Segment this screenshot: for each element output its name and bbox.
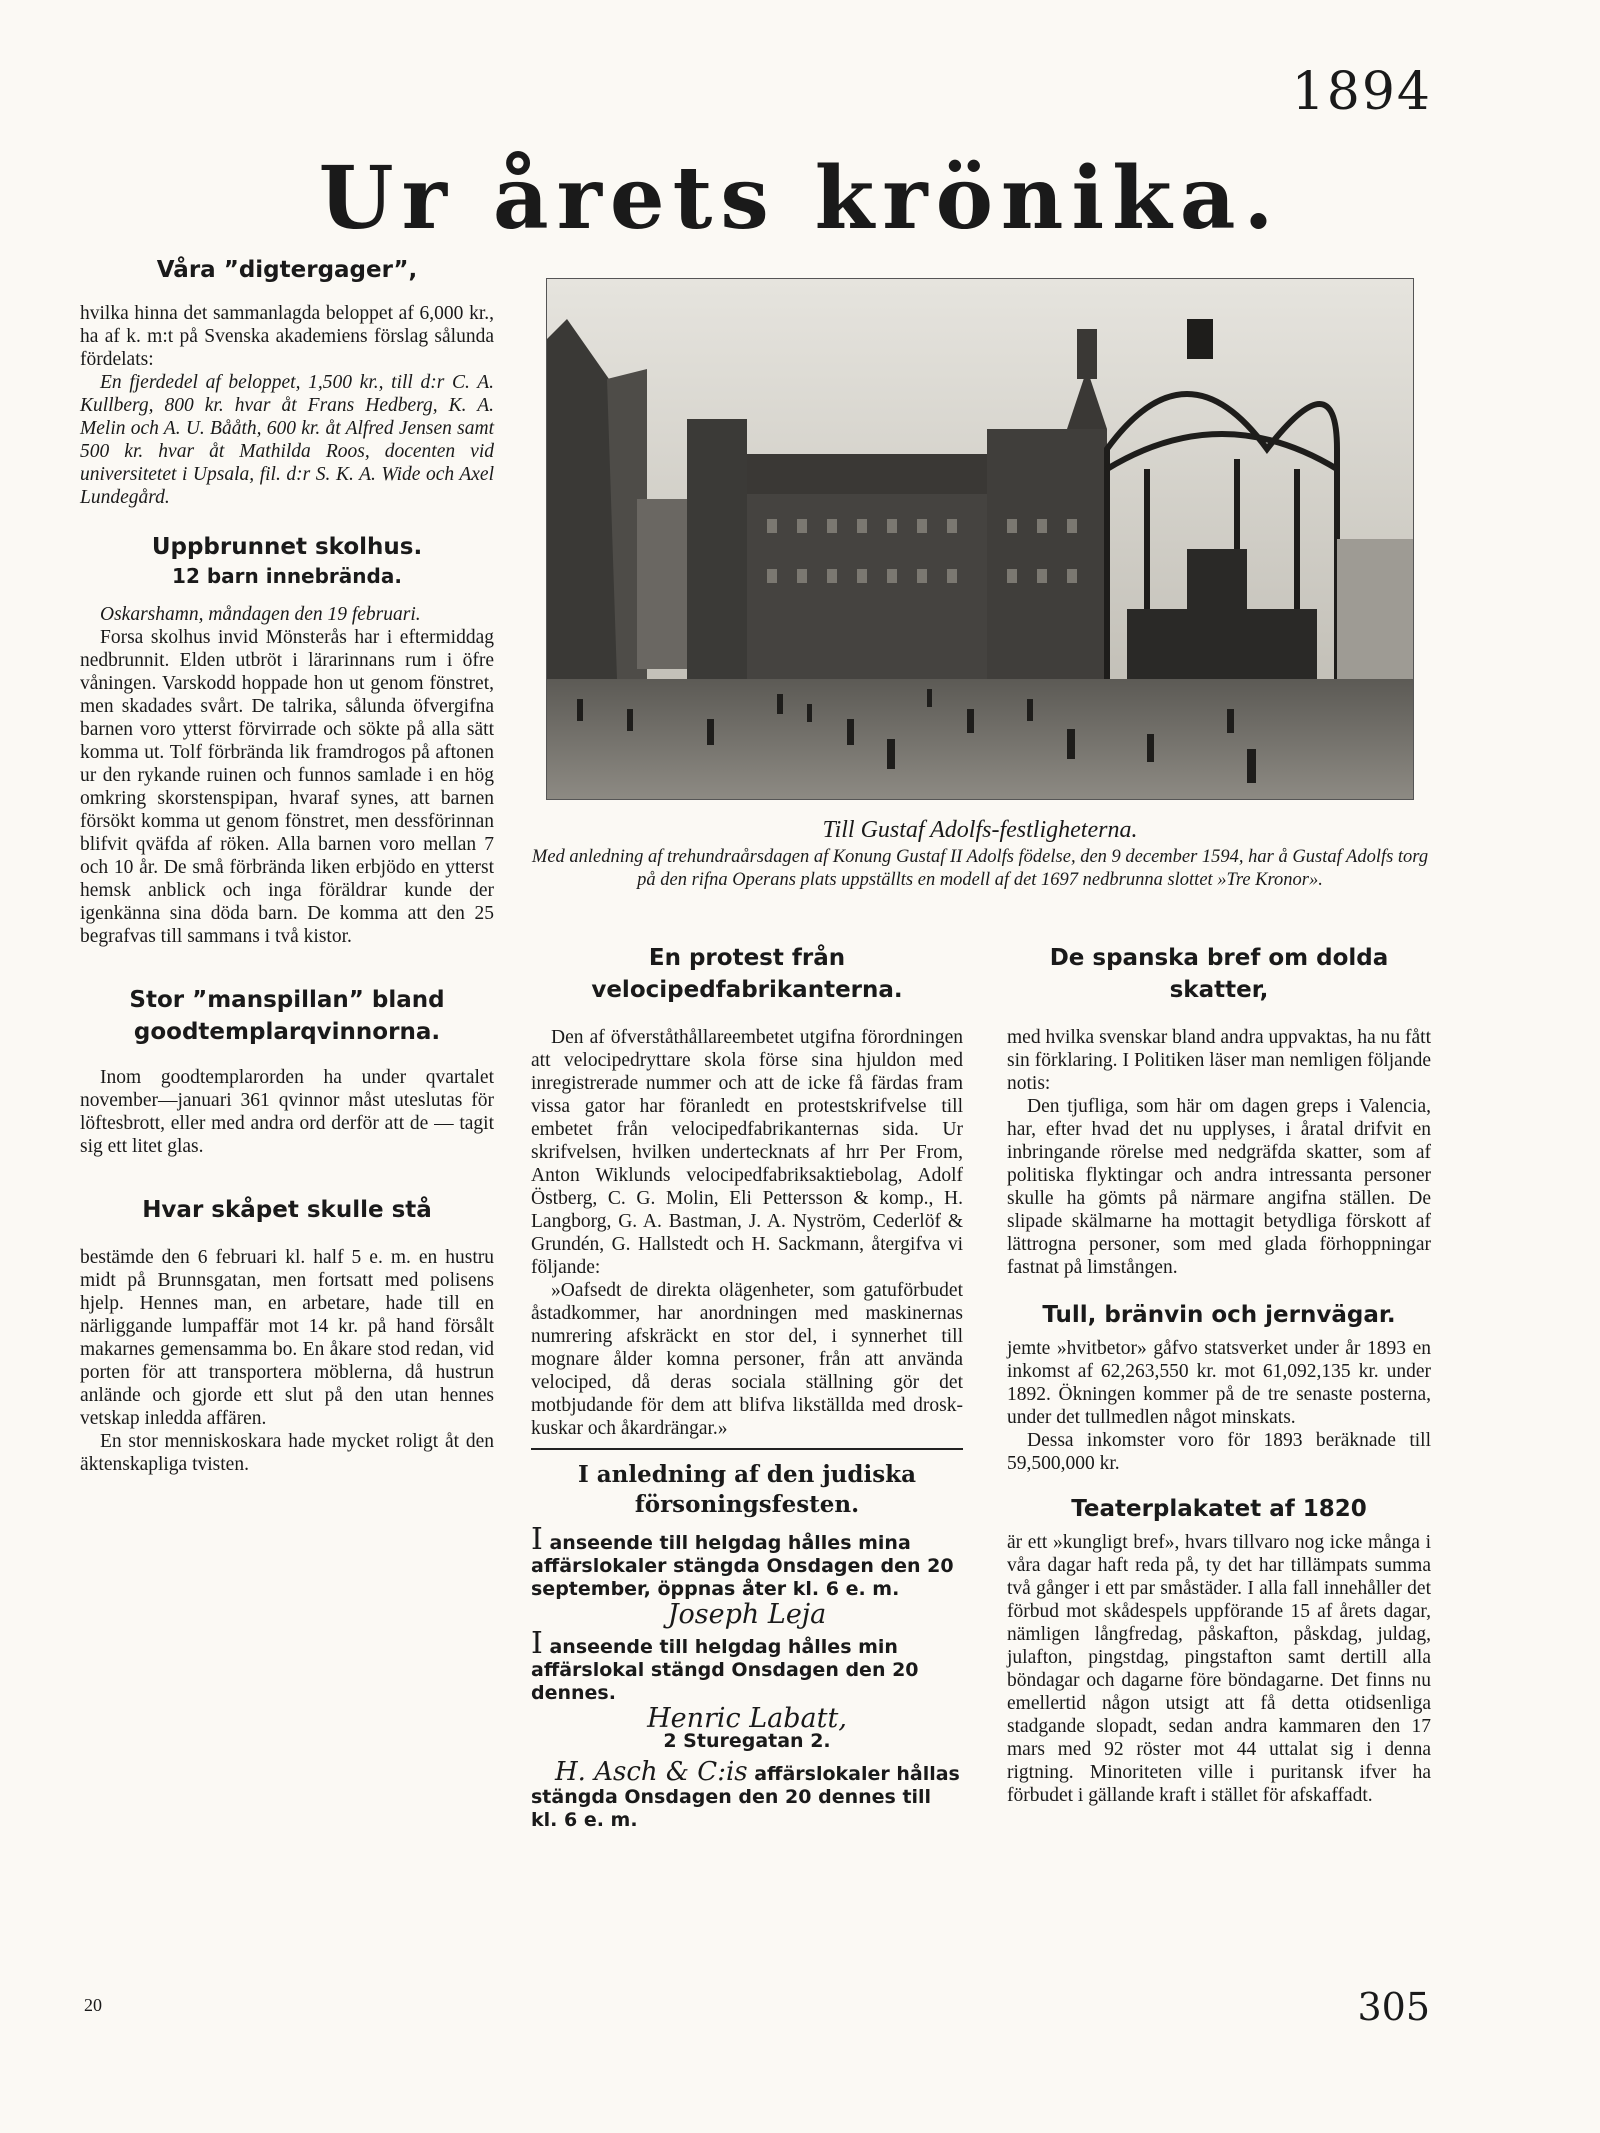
protest-heading: En protest från velocipedfabrikanterna.	[591, 945, 903, 1003]
photo-tre-kronor	[546, 278, 1414, 800]
middle-column	[531, 942, 963, 1832]
advert-henric-labatt	[531, 1626, 963, 1753]
advert-h-asch	[531, 1757, 963, 1832]
manspillan-heading: Stor ”manspillan” bland goodtemplarqvinnorna.	[129, 987, 445, 1045]
advert-signature: Henric Labatt,	[647, 1703, 847, 1734]
skolhus-dateline: Oskarshamn, måndagen den 19 februari.	[100, 604, 421, 625]
digtergager-heading: Våra ”digtergager”,	[156, 257, 418, 283]
photo-caption	[530, 814, 1430, 892]
digtergager-body: hvilka hinna det sammanlagda beloppet af 6,000 kr., ha af k. m:t på Svenska akademiens förslag sålunda fördelats:	[80, 303, 494, 370]
advert-text: anseende till helgdag hålles mina affärslokaler stängda Onsdagen den 20 september, öppnas åter kl. 6 e. m.	[531, 1532, 954, 1600]
footer-left-number: 20	[84, 1995, 102, 2015]
advert-address: 2 Sturegatan 2.	[663, 1730, 831, 1752]
tull-heading: Tull, bränvin och jernvägar.	[1042, 1302, 1396, 1328]
skolhus-subheading: 12 barn innebrända.	[172, 564, 402, 588]
protest-body: Den af öfverståthållareembetet utgifna förordningen att velocipedryttare skola förse sina hjuldon med inregistrerade nummer och att de icke få färdas fram vissa gator har föranledt en protestskrifvelse till embetet från velocipedfabrikanternas sida. Ur skrifvelsen, hvilken undertecknats af hrr Per From, Anton Wiklunds velocipedfabriksaktiebolag, Adolf Östberg, C. G. Molin, Eli Pettersson & komp., H. Langborg, G. A. Bastman, J. A. Nyström, Cederlöf & Grundén, G. Hallstedt och H. Sackmann, återgifva vi följande:	[531, 1027, 963, 1278]
advert-signature: Joseph Leja	[667, 1599, 827, 1630]
teater-body: är ett »kungligt bref», hvars tillvaro nog icke många i våra dagar haft reda på, ty det har tillämpats summa två gånger i ett par småstäder. I alla fall innehåller det förbud mot skådespels uppförande 15 af årets dagar, nämligen långfredag, påskafton, påskdag, juldag, julafton, pingstdag, pingstafton samt dertill alla böndagar och dagarne före böndagarne. Det finns nu emellertid någon utsigt att få detta otidsenliga stadgande slopadt, sedan andra kammaren den 17 mars med 92 röster mot 44 uttalat sig i denna rigtning. Minoriteten ville i puritansk ifver ha förbudet i gällande kraft i stället för afskaffadt.	[1007, 1532, 1431, 1806]
advert-initial: I	[531, 1626, 543, 1661]
tull-body-2: Dessa inkomster voro för 1893 beräknade till 59,500,000 kr.	[1007, 1430, 1431, 1474]
year-heading: 1894	[1291, 62, 1432, 122]
digtergager-allocation: En fjerdedel af beloppet, 1,500 kr., till d:r C. A. Kullberg, 800 kr. hvar åt Frans Hedberg, K. A. Melin och A. U. Bååth, 600 kr. åt Alfred Jensen samt 500 kr. hvar åt Mathilda Roos, docenten vid universitetet i Upsala, fil. d:r S. K. A. Wide och Axel Lundegård.	[80, 372, 494, 508]
advert-initial: I	[531, 1522, 543, 1557]
protest-quote: »Oafsedt de direkta olägenheter, som gatuförbudet åstadkommer, har anordningen med maskinernas numrering afskräckt en stor del, i synnerhet till mognare ålder komna personer, från att använda velociped, då deras sociala ställning gör det motbjudande för dem att blifva likställda med drosk-kuskar och åkardrängar.»	[531, 1280, 963, 1439]
manspillan-body: Inom goodtemplarorden ha under qvartalet november—januari 361 qvinnor måst uteslutas för löftesbrott, eller med andra ord derför att de — tagit sig ett litet glas.	[80, 1067, 494, 1157]
page-number: 305	[1357, 1985, 1430, 2029]
caption-text: Med anledning af trehundraårsdagen af Konung Gustaf II Adolfs födelse, den 9 december 1594, har å Gustaf Adolfs torg på den rifna Operans plats uppställts en modell af det 1697 nedbrunna slottet »Tre Kronor».	[531, 847, 1429, 890]
skapet-body-2: En stor menniskoskara hade mycket roligt åt den äktenskapliga tvisten.	[80, 1431, 494, 1475]
left-column	[80, 254, 494, 1476]
bref-heading: De spanska bref om dolda skatter,	[1049, 945, 1389, 1003]
advert-firm-name: H. Asch & C:is	[555, 1757, 748, 1787]
bref-notice: Den tjufliga, som här om dagen greps i Valencia, har, efter hvad det nu upplyses, i åratal drifvit en inbringande rörelse med nedgräfda skatter, som af politiska flyktingar och andra intressanta personer skulle ha gömts på närmare angifna ställen. De slipade skälmarne ha mottagit betydliga förskott af lättrogna personer, som med glada förhoppningar fastnat på limstången.	[1007, 1096, 1431, 1278]
photo-illustration	[547, 279, 1413, 799]
page-title: Ur årets krönika.	[318, 148, 1282, 249]
skapet-heading: Hvar skåpet skulle stå	[142, 1197, 432, 1223]
tull-body: jemte »hvitbetor» gåfvo statsverket under år 1893 en inkomst af 62,263,550 kr. mot 61,092,135 kr. under 1892. Ökningen kommer på de tre senaste posterna, under det tullmedlen något minskats.	[1007, 1338, 1431, 1428]
skolhus-heading: Uppbrunnet skolhus.	[151, 534, 423, 560]
right-column	[1007, 942, 1431, 1807]
advert-text: anseende till helgdag hålles min affärslokal stängd Onsdagen den 20 dennes.	[531, 1636, 919, 1704]
skolhus-body: Forsa skolhus invid Mönsterås har i eftermiddag nedbrunnit. Elden utbröt i lärarinnans rum i öfre våningen. Varskodd hoppade hon ut genom fönstret, men skadades svårt. De talrika, sålunda öfvergifna barnen voro ytterst förvirrade och sökte på alla sätt komma ut. Tolf förbrända lik framdrogos på aftonen ur den rykande ruinen och funnos samlade i en hög omkring skorstenspipan, hvaraf synes, att barnen försökt komma ut genom fönstret, men dessförinnan blifvit qväfda af röken. Alla barnen voro mellan 7 och 10 år. De små förbrända liken erbjödo en ytterst hemsk anblick och inga föräldrar kunde der igenkänna sina döda barn. De komma att den 25 begrafvas till sammans i två kistor.	[80, 627, 494, 947]
advert-heading: I anledning af den judiska försoningsfesten.	[577, 1461, 916, 1518]
advert-joseph-leja	[531, 1522, 963, 1630]
section-divider	[531, 1448, 963, 1450]
advert-text: affärslokaler hållas stängda Onsdagen den 20 dennes till kl. 6 e. m.	[531, 1763, 960, 1831]
bref-body: med hvilka svenskar bland andra uppvaktas, ha nu fått sin förklaring. I Politiken läser man nemligen följande notis:	[1007, 1027, 1432, 1094]
caption-title: Till Gustaf Adolfs-festligheterna.	[822, 817, 1138, 843]
skapet-body: bestämde den 6 februari kl. half 5 e. m. en hustru midt på Brunnsgatan, men fortsatt med polisens hjelp. Hennes man, en arbetare, hade till en närliggande lumpaffär mot 14 kr. på hand försålt makarnes gemensamma bo. En åkare stod redan, vid porten för att transportera möblerna, då hustrun anlände och gjorde ett slut på den utan hennes vetskap inledda affären.	[80, 1247, 494, 1429]
teater-heading: Teaterplakatet af 1820	[1071, 1496, 1367, 1522]
